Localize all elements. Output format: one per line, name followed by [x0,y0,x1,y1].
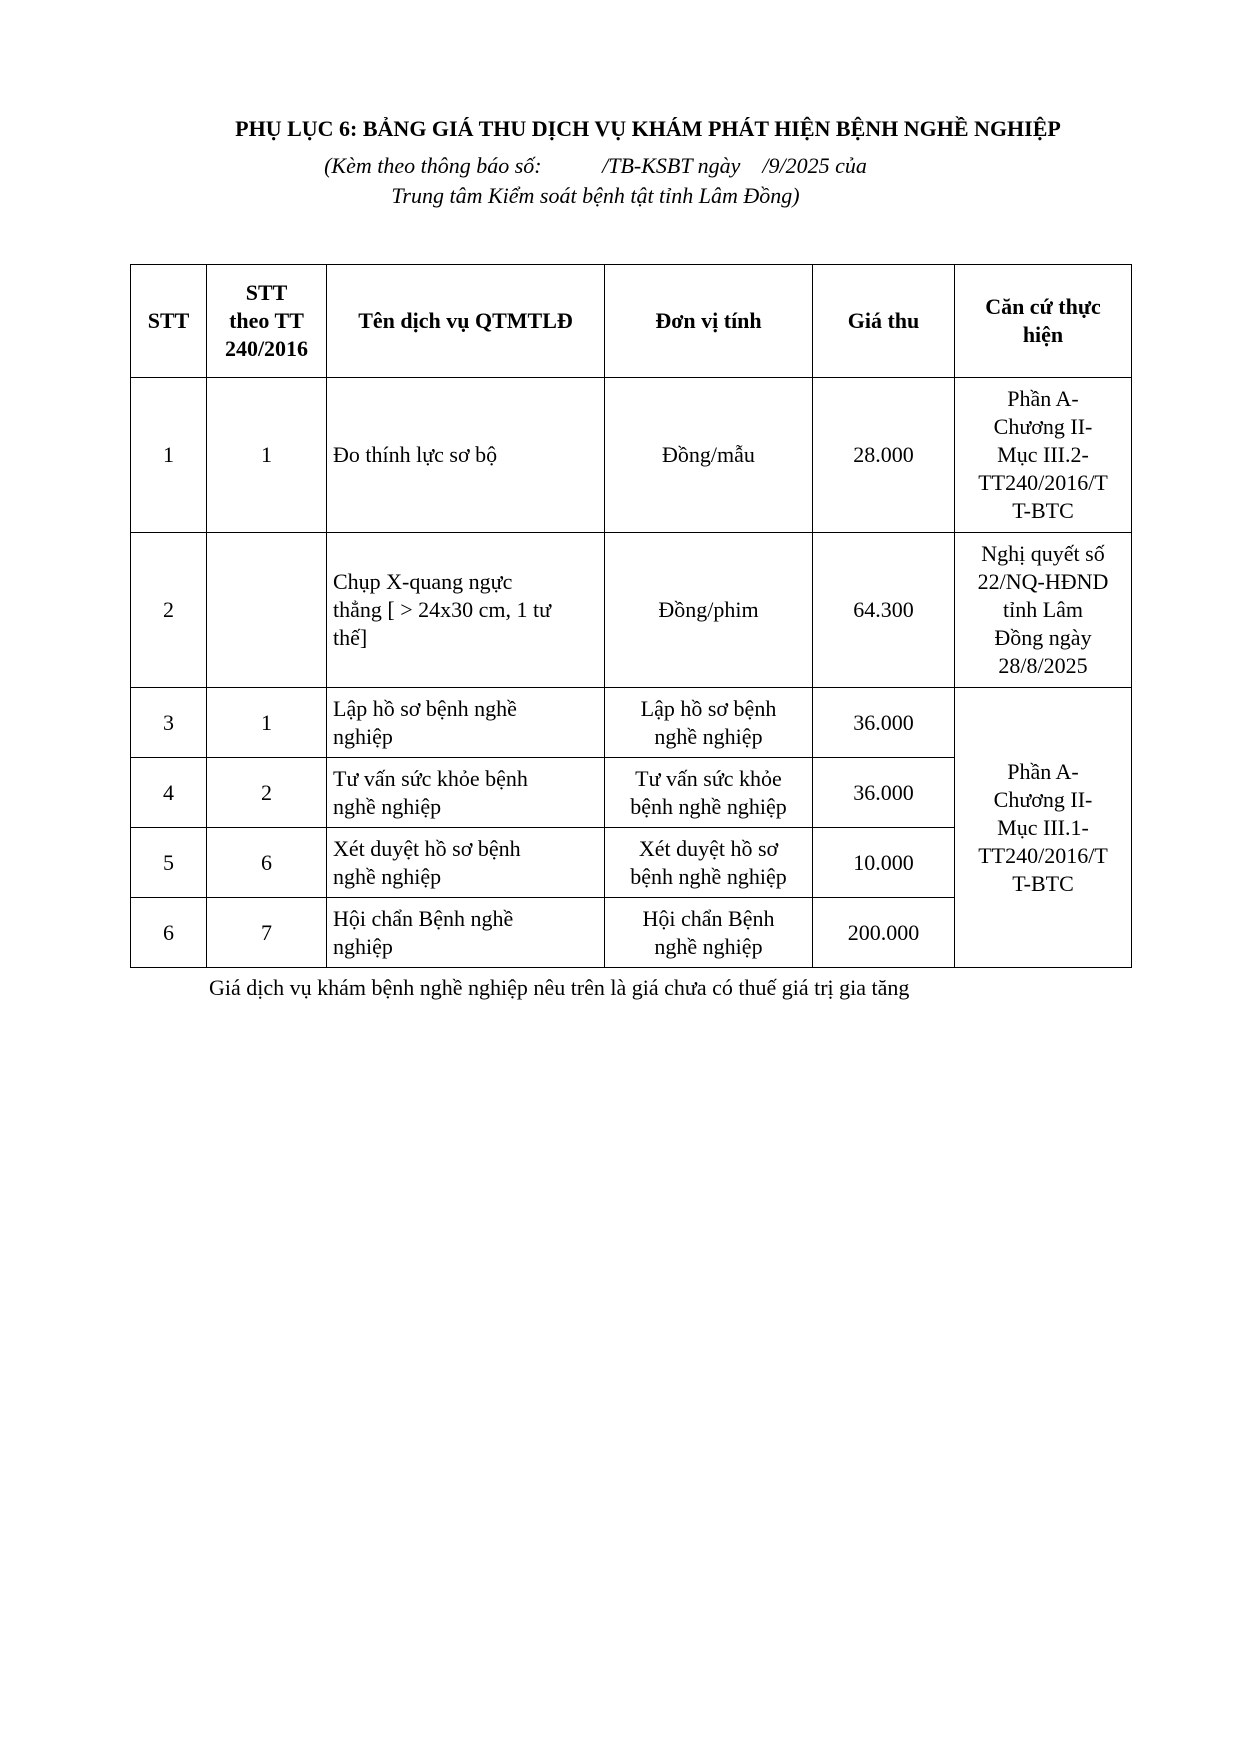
cell-stt-tt: 1 [207,378,327,533]
cell-ten [327,828,605,898]
can-cu-line: Mục III.1- [997,814,1089,840]
document-subtitle-line-1: (Kèm theo thông báo số: /TB-KSBT ngày /9/2025 của [324,153,867,178]
ten-line: Tư vấn sức khỏe bệnh [333,765,528,791]
header-ten-dich-vu: Tên dịch vụ QTMTLĐ [327,265,605,378]
cell-stt-tt: 7 [207,898,327,968]
can-cu-line: T-BTC [1012,498,1074,523]
ten-line: Chụp X-quang ngực [333,569,513,594]
table-header-row [131,265,1132,378]
cell-stt: 6 [131,898,207,968]
cell-gia: 36.000 [813,688,955,758]
ten-line: Xét duyệt hồ sơ bệnh [333,835,521,861]
cell-stt: 5 [131,828,207,898]
header-stt-tt-line: theo TT [229,308,304,333]
can-cu-line: Phần A- [1007,758,1079,784]
ten-line: Hội chẩn Bệnh nghề [333,905,514,931]
header-stt: STT [131,265,207,378]
cell-gia: 36.000 [813,758,955,828]
ten-line: thẳng [ > 24x30 cm, 1 tư [333,597,552,622]
document-title: PHỤ LỤC 6: BẢNG GIÁ THU DỊCH VỤ KHÁM PHÁT HIỆN BỆNH NGHỀ NGHIỆP [235,116,1061,141]
can-cu-line: Chương II- [993,786,1093,812]
cell-gia: 10.000 [813,828,955,898]
cell-can-cu [955,533,1132,688]
can-cu-line: T-BTC [1012,870,1074,896]
don-vi-line: Hội chẩn Bệnh [642,905,775,931]
can-cu-line: tỉnh Lâm [1002,597,1084,622]
don-vi-line: nghề nghiệp [654,723,763,749]
table-row [131,533,1132,688]
cell-don-vi [605,898,813,968]
cell-don-vi: Đồng/phim [605,533,813,688]
cell-don-vi [605,828,813,898]
cell-don-vi [605,688,813,758]
header-stt-tt-line: STT [245,280,288,305]
ten-line: nghề nghiệp [333,793,442,819]
can-cu-line: Mục III.2- [997,442,1089,467]
ten-line: nghề nghiệp [333,863,442,889]
cell-don-vi: Đồng/mẫu [605,378,813,533]
header-can-cu [955,265,1132,378]
cell-gia: 64.300 [813,533,955,688]
cell-gia: 200.000 [813,898,955,968]
don-vi-line: bệnh nghề nghiệp [630,863,787,889]
header-can-cu-line: hiện [1022,322,1064,347]
cell-stt-tt: 1 [207,688,327,758]
header-can-cu-line: Căn cứ thực [985,294,1101,319]
cell-ten: Đo thính lực sơ bộ [327,378,605,533]
price-note: Giá dịch vụ khám bệnh nghề nghiệp nêu trên là giá chưa có thuế giá trị gia tăng [209,975,910,1000]
don-vi-line: Tư vấn sức khỏe [635,765,782,791]
cell-gia: 28.000 [813,378,955,533]
can-cu-line: Phần A- [1007,386,1079,411]
header-gia-thu: Giá thu [813,265,955,378]
cell-stt-tt: 6 [207,828,327,898]
ten-line: thế] [333,625,368,650]
document-subtitle-line-2: Trung tâm Kiểm soát bệnh tật tỉnh Lâm Đồng) [391,183,800,208]
cell-stt: 2 [131,533,207,688]
don-vi-line: Xét duyệt hồ sơ [638,835,779,861]
cell-don-vi [605,758,813,828]
header-stt-tt [207,265,327,378]
can-cu-line: 22/NQ-HĐND [977,569,1109,594]
table-row [131,378,1132,533]
cell-can-cu [955,378,1132,533]
can-cu-line: 28/8/2025 [998,653,1088,678]
don-vi-line: Lập hồ sơ bệnh [640,695,777,721]
can-cu-line: TT240/2016/T [978,470,1108,495]
table-row [131,688,1132,758]
can-cu-line: TT240/2016/T [978,842,1108,868]
cell-ten [327,898,605,968]
cell-ten [327,758,605,828]
header-stt-tt-line: 240/2016 [224,336,309,361]
can-cu-line: Nghị quyết số [981,541,1105,566]
cell-ten [327,688,605,758]
cell-can-cu-merged [955,688,1132,968]
can-cu-line: Đồng ngày [994,625,1092,650]
cell-stt: 1 [131,378,207,533]
cell-stt-tt [207,533,327,688]
ten-line: nghiệp [333,723,393,749]
ten-line: nghiệp [333,933,393,959]
cell-ten [327,533,605,688]
don-vi-line: nghề nghiệp [654,933,763,959]
cell-stt: 4 [131,758,207,828]
price-table [130,264,1132,968]
header-don-vi-tinh: Đơn vị tính [605,265,813,378]
cell-stt-tt: 2 [207,758,327,828]
cell-stt: 3 [131,688,207,758]
can-cu-line: Chương II- [993,414,1093,439]
don-vi-line: bệnh nghề nghiệp [630,793,787,819]
ten-line: Lập hồ sơ bệnh nghề [333,695,517,721]
